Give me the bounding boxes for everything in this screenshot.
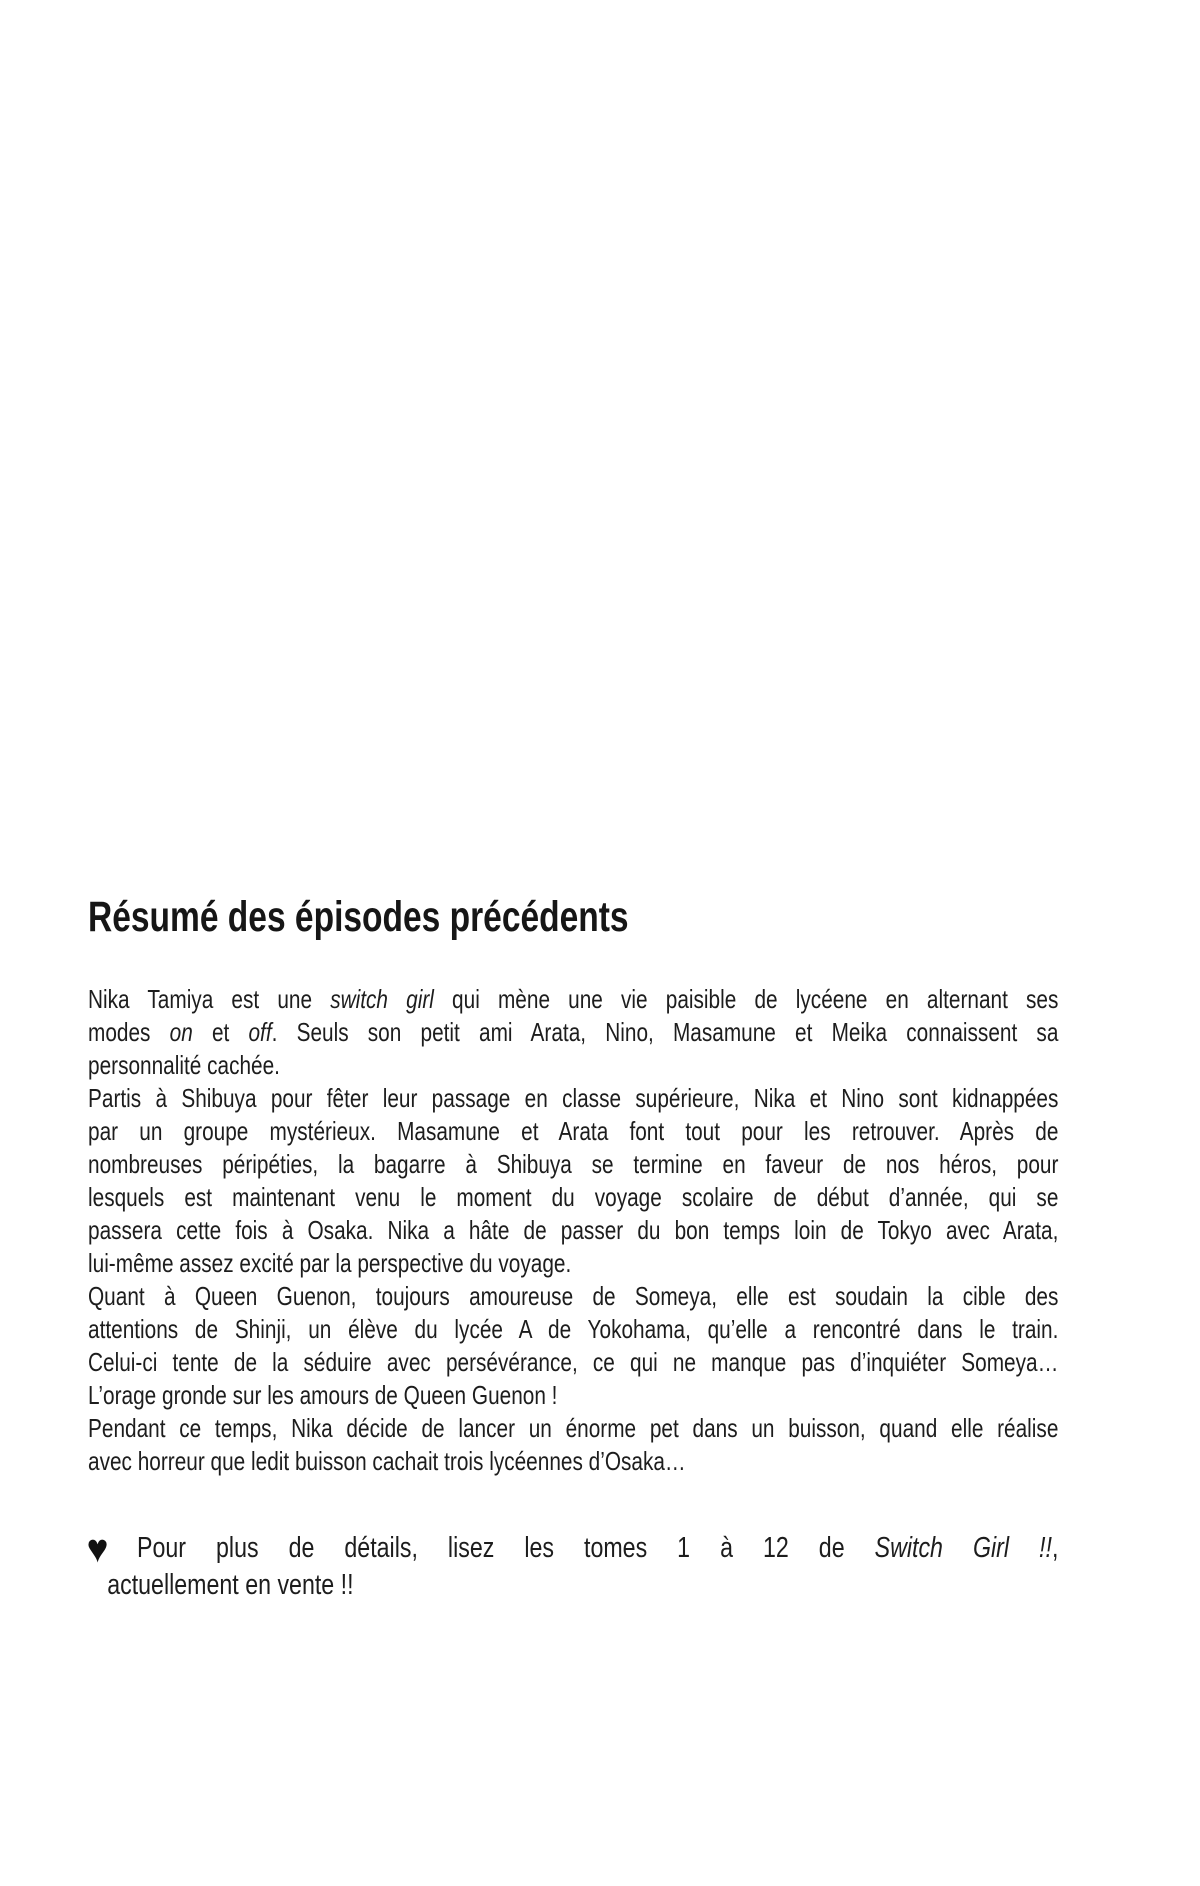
text-segment: passera cette fois à Osaka. Nika a hâte de passer du bon temps loin de Tokyo avec Arata, (88, 1215, 1059, 1245)
text-line (88, 1445, 1058, 1478)
italic-text: on (169, 1017, 193, 1047)
text-line (88, 1082, 1058, 1115)
italic-text: off (248, 1017, 272, 1047)
text-segment: attentions de Shinji, un élève du lycée A de Yokohama, qu’elle a rencontré dans le train. (88, 1314, 1059, 1344)
text-segment: L’orage gronde sur les amours de Queen Guenon ! (88, 1380, 558, 1410)
text-segment: personnalité cachée. (88, 1050, 280, 1080)
text-segment: . Seuls son petit ami Arata, Nino, Masamune et Meika connaissent sa (271, 1017, 1059, 1047)
text-segment: par un groupe mystérieux. Masamune et Arata font tout pour les retrouver. Après de (88, 1116, 1059, 1146)
text-segment: modes (88, 1017, 170, 1047)
text-segment: Quant à Queen Guenon, toujours amoureuse de Someya, elle est soudain la cible des (88, 1281, 1059, 1311)
text-line (88, 1148, 1058, 1181)
text-line (88, 1412, 1058, 1445)
text-line (88, 1567, 1058, 1604)
text-line (88, 1049, 1058, 1082)
text-line (88, 1115, 1058, 1148)
text-line (88, 983, 1058, 1016)
italic-text: switch girl (330, 984, 434, 1014)
promo-note (86, 1527, 1059, 1604)
text-segment: Partis à Shibuya pour fêter leur passage en classe supérieure, Nika et Nino sont kidnappées (88, 1083, 1059, 1113)
text-segment: Pendant ce temps, Nika décide de lancer un énorme pet dans un buisson, quand elle réalise (88, 1413, 1059, 1443)
text-segment: qui mène une vie paisible de lycéene en alternant ses (433, 984, 1059, 1014)
text-segment: Nika Tamiya est une (88, 984, 331, 1014)
text-line (88, 1346, 1058, 1379)
text-line (88, 1181, 1058, 1214)
italic-text: Switch Girl !! (874, 1532, 1052, 1564)
text-line (88, 1280, 1058, 1313)
text-line (88, 1214, 1058, 1247)
text-segment: Celui-ci tente de la séduire avec persévérance, ce qui ne manque pas d’inquiéter Someya… (88, 1347, 1059, 1377)
text-line (88, 1247, 1058, 1280)
text-segment: lesquels est maintenant venu le moment du voyage scolaire de début d’année, qui se (88, 1182, 1059, 1212)
text-segment: , (1051, 1532, 1059, 1564)
page-title: Résumé des épisodes précédents (88, 893, 629, 941)
text-segment: nombreuses péripéties, la bagarre à Shibuya se termine en faveur de nos héros, pour (88, 1149, 1059, 1179)
text-line (88, 1016, 1058, 1049)
text-segment: actuellement en vente !! (107, 1569, 354, 1601)
text-line (88, 1379, 1058, 1412)
recap-text (88, 983, 1058, 1478)
text-line (86, 1527, 1059, 1571)
text-line (88, 1313, 1058, 1346)
text-segment: Pour plus de détails, lisez les tomes 1 à 12 de (137, 1532, 875, 1564)
text-segment: et (192, 1017, 249, 1047)
text-segment: avec horreur que ledit buisson cachait trois lycéennes d’Osaka… (88, 1446, 686, 1476)
heart-icon: ♥ (86, 1527, 109, 1571)
text-segment: lui-même assez excité par la perspective du voyage. (88, 1248, 572, 1278)
